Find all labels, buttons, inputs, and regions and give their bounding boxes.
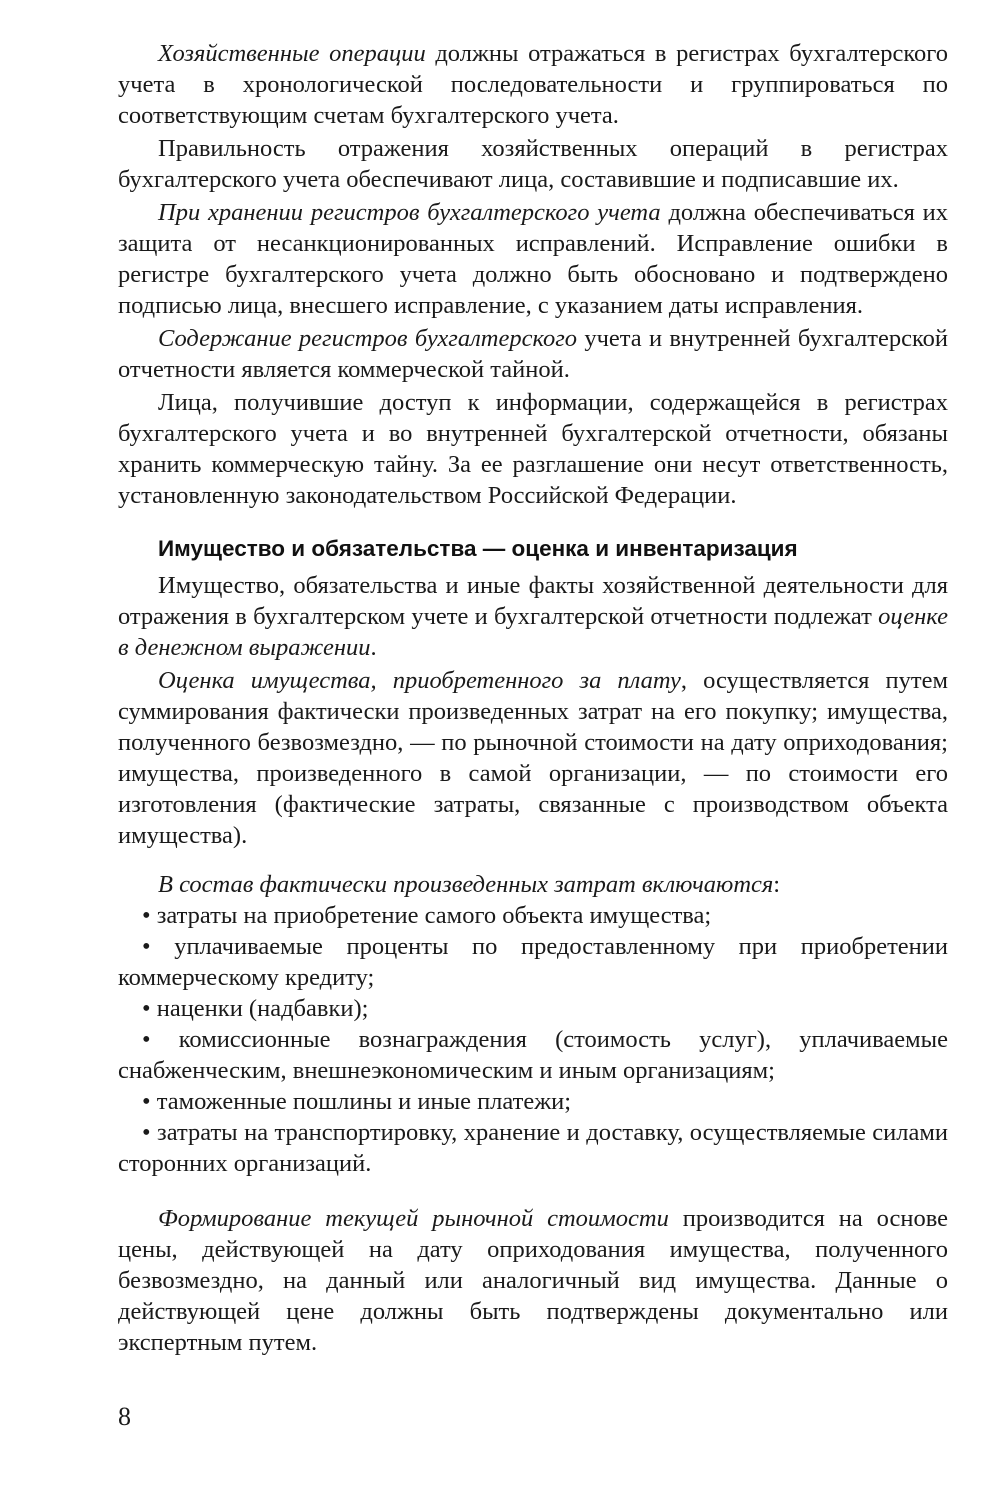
italic-term: Хозяйственные операции [158, 40, 426, 67]
italic-term: При хранении регистров бухгалтерского учета [158, 199, 661, 226]
paragraph-text: : [773, 871, 781, 898]
paragraph-text: Имущество, обязательства и иные факты хозяйственной деятельности для отражения в бухгалтерском учете и бухгалтерской отчетности подлежат [118, 572, 948, 630]
italic-term: Оценка имущества, приобретенного за плату [158, 667, 681, 694]
paragraph-operations [118, 38, 948, 131]
paragraph-purchase-valuation [118, 665, 948, 851]
list-item: • таможенные пошлины и иные платежи; [118, 1086, 948, 1117]
italic-term: Содержание регистров бухгалтерского [158, 325, 578, 352]
paragraph-valuation [118, 570, 948, 663]
italic-term: оценке в денежном выражении [118, 603, 948, 661]
list-intro [118, 869, 948, 900]
paragraph-text: должны отражаться в регистрах бухгалтерского учета в хронологической последовательности и группироваться по соответствующим счетам бухгалтерского учета. [118, 40, 948, 129]
paragraph-text: Правильность отражения хозяйственных операций в регистрах бухгалтерского учета обеспечивают лица, составившие и подписавшие их. [118, 135, 948, 193]
paragraph-text: учета и внутренней бухгалтерской отчетности является коммерческой тайной. [118, 325, 949, 383]
paragraph-responsibility [118, 133, 948, 195]
italic-term: В состав фактически произведенных затрат включаются [158, 871, 774, 898]
page-body [118, 38, 948, 1358]
list-item: • наценки (надбавки); [118, 993, 948, 1024]
paragraph-access [118, 387, 948, 511]
paragraph-text: . [370, 634, 377, 661]
paragraph-text: Лица, получившие доступ к информации, содержащейся в регистрах бухгалтерского учета и во внутренней бухгалтерской отчетности, обязаны хранить коммерческую тайну. За ее разглашение они несут ответственность, установленную законодательством Российской Федерации. [118, 389, 948, 509]
paragraph-text: должна обеспечиваться их защита от несанкционированных исправлений. Исправление ошибки в регистре бухгалтерского учета должно быть обосновано и подтверждено подписью лица, внесшего исправление, с указанием даты исправления. [118, 199, 948, 319]
paragraph-storage [118, 197, 948, 321]
italic-term: Формирование текущей рыночной стоимости [158, 1205, 669, 1232]
paragraph-text: производится на основе цены, действующей на дату оприходования имущества, полученного безвозмездно, на данный или аналогичный вид имущества. Данные о действующей цене должны быть подтверждены документально или экспертным путем. [118, 1205, 948, 1356]
page-number: 8 [118, 1402, 131, 1431]
section-heading: Имущество и обязательства — оценка и инвентаризация [158, 536, 798, 561]
list-item: • комиссионные вознаграждения (стоимость услуг), уплачиваемые снабженческим, внешнеэкономическим и иным организациям; [118, 1024, 948, 1086]
paragraph-confidentiality [118, 323, 948, 385]
list-item: • уплачиваемые проценты по предоставленному при приобретении коммерческому кредиту; [118, 931, 948, 993]
paragraph-text: , осуществляется путем суммирования фактически произведенных затрат на его покупку; имущества, полученного безвозмездно, — по рыночной стоимости на дату оприходования; имущества, произведенного в самой организации, — по стоимости его изготовления (фактические затраты, связанные с производством объекта имущества). [118, 667, 948, 849]
list-item: • затраты на транспортировку, хранение и доставку, осуществляемые силами сторонних организаций. [118, 1117, 948, 1179]
paragraph-market-value [118, 1203, 948, 1358]
list-item: • затраты на приобретение самого объекта имущества; [118, 900, 948, 931]
